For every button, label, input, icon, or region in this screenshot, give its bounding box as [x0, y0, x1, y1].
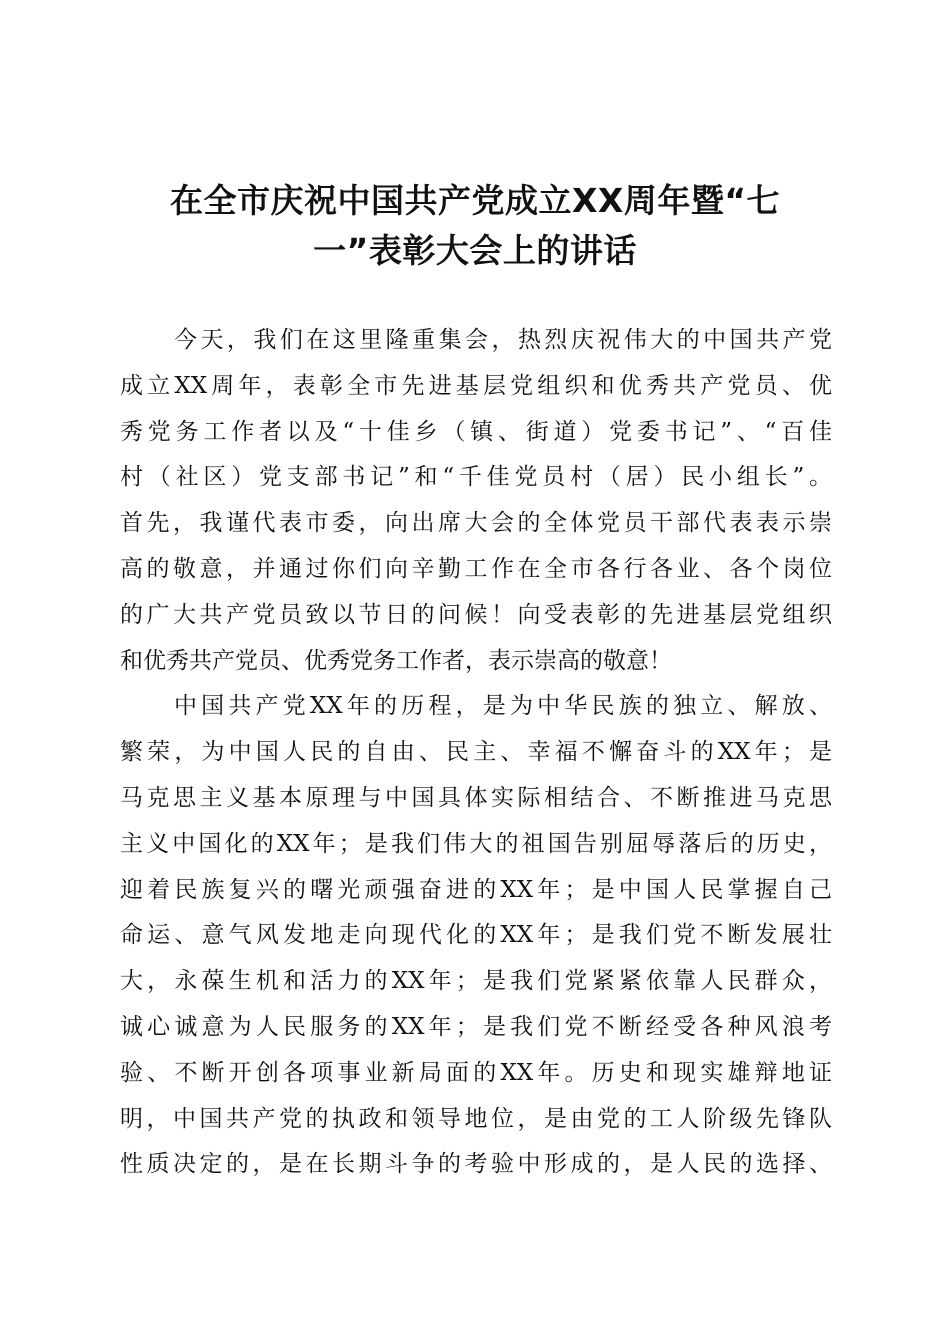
- paragraph-1: [120, 318, 832, 684]
- paragraph-line: 中国共产党XX年的历程，是为中华民族的独立、解放、: [174, 693, 832, 720]
- title-line: 在全市庆祝中国共产党成立XX周年暨“七: [169, 181, 781, 220]
- paragraph-line: 迎着民族复兴的曙光顽强奋进的XX年；是中国人民掌握自己: [120, 876, 832, 903]
- paragraph-line: 和优秀共产党员、优秀党务工作者，表示崇高的敬意！: [120, 647, 672, 674]
- paragraph-line: 的广大共产党员致以节日的问候！向受表彰的先进基层党组织: [120, 601, 832, 628]
- paragraph-line: 马克思主义基本原理与中国具体实际相结合、不断推进马克思: [120, 784, 832, 811]
- paragraph-line: 命运、意气风发地走向现代化的XX年；是我们党不断发展壮: [120, 922, 832, 949]
- document-body: [120, 318, 832, 1188]
- paragraph-2: [120, 684, 832, 1188]
- title-line: 一”表彰大会上的讲话: [313, 231, 637, 270]
- paragraph-line: 高的敬意，并通过你们向辛勤工作在全市各行各业、各个岗位: [120, 555, 832, 582]
- paragraph-line: 性质决定的，是在长期斗争的考验中形成的，是人民的选择、: [120, 1151, 832, 1178]
- paragraph-line: 明，中国共产党的执政和领导地位，是由党的工人阶级先锋队: [120, 1105, 832, 1132]
- paragraph-line: 首先，我谨代表市委，向出席大会的全体党员干部代表表示崇: [120, 510, 832, 537]
- paragraph-line: 诚心诚意为人民服务的XX年；是我们党不断经受各种风浪考: [120, 1013, 832, 1040]
- paragraph-line: 村（社区）党支部书记”和“千佳党员村（居）民小组长”。: [120, 464, 832, 491]
- paragraph-line: 繁荣，为中国人民的自由、民主、幸福不懈奋斗的XX年；是: [120, 739, 832, 766]
- paragraph-line: 大，永葆生机和活力的XX年；是我们党紧紧依靠人民群众，: [120, 968, 832, 995]
- paragraph-line: 秀党务工作者以及“十佳乡（镇、街道）党委书记”、“百佳: [120, 418, 832, 445]
- document-title: [118, 176, 832, 276]
- paragraph-line: 主义中国化的XX年；是我们伟大的祖国告别屈辱落后的历史，: [120, 830, 832, 857]
- paragraph-line: 今天，我们在这里隆重集会，热烈庆祝伟大的中国共产党: [174, 327, 832, 353]
- paragraph-line: 成立XX周年，表彰全市先进基层党组织和优秀共产党员、优: [120, 372, 832, 399]
- paragraph-line: 验、不断开创各项事业新局面的XX年。历史和现实雄辩地证: [120, 1059, 832, 1086]
